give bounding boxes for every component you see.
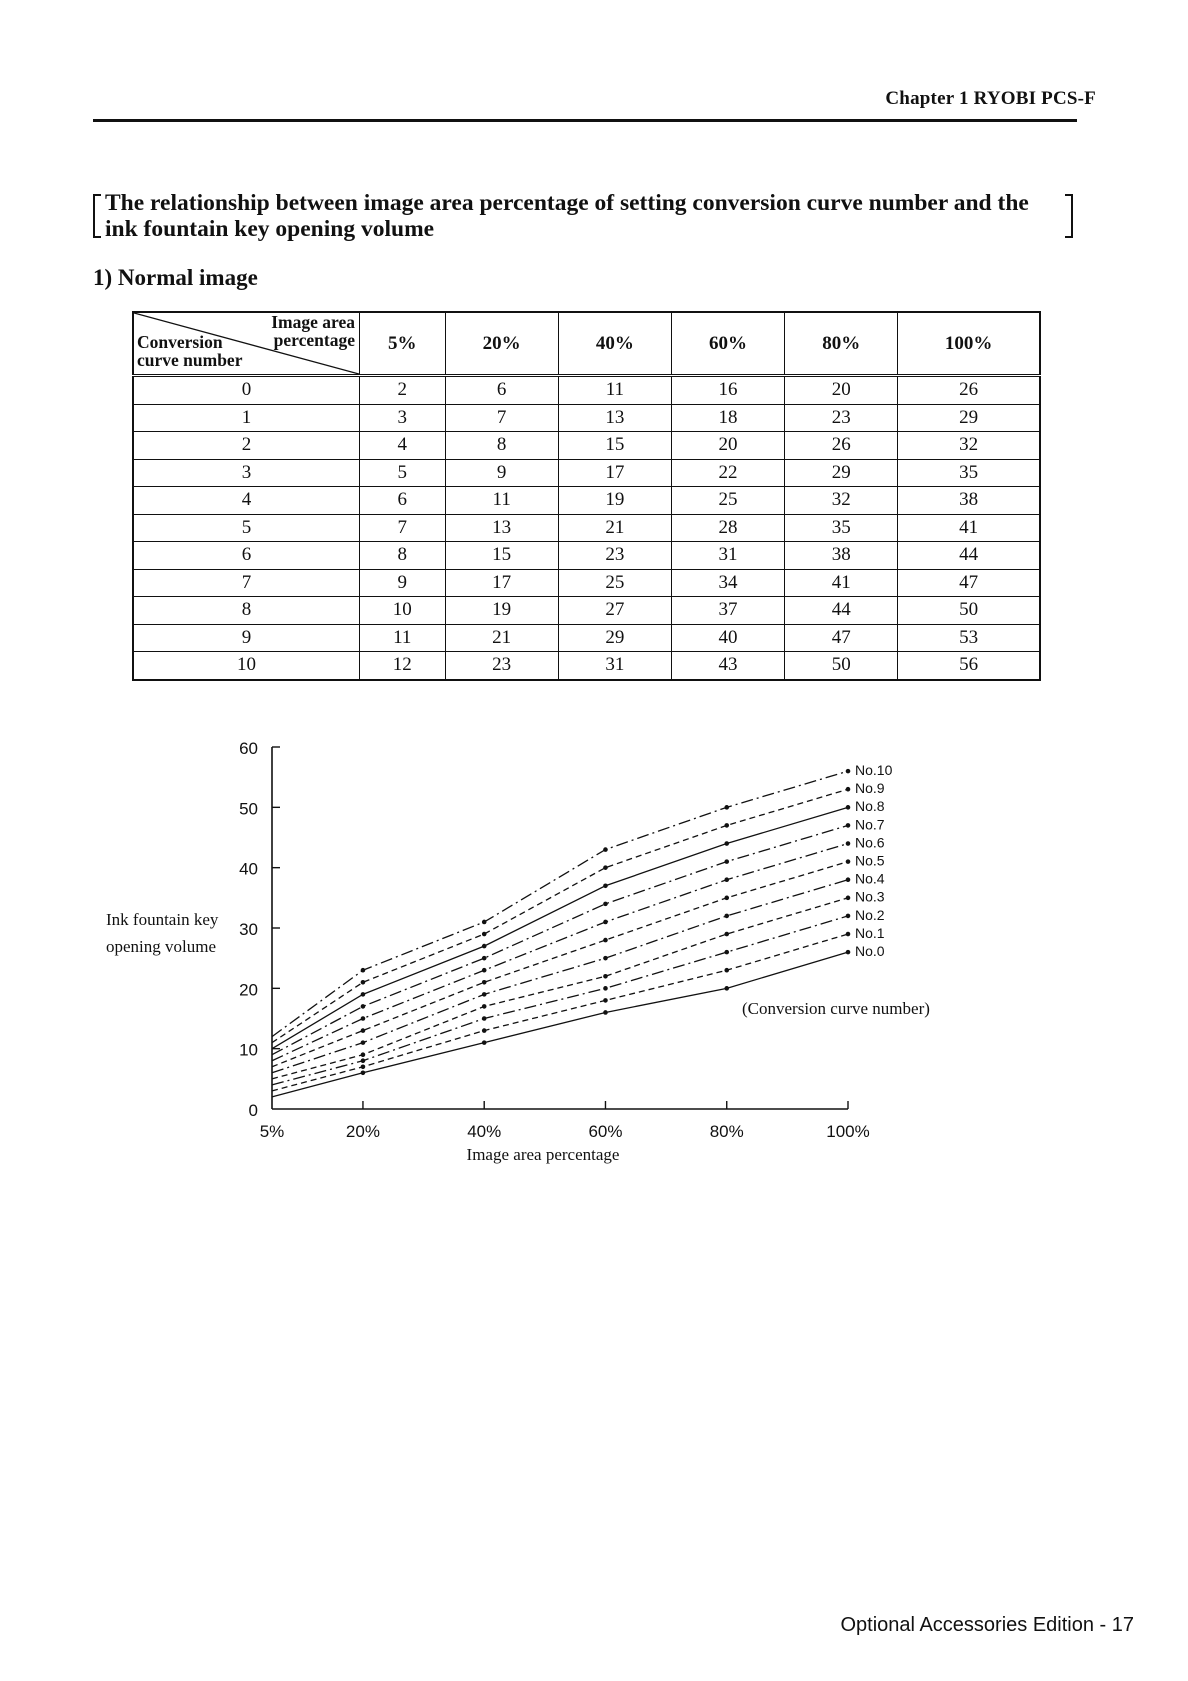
x-tick-label: 40% (467, 1122, 502, 1141)
table-cell: 11 (360, 624, 446, 652)
legend-label: No.1 (855, 924, 885, 941)
data-point (724, 968, 729, 973)
data-point (482, 944, 487, 949)
table-cell: 2 (360, 376, 446, 405)
table-cell: 47 (785, 624, 898, 652)
table-cell: 23 (785, 404, 898, 432)
data-point (361, 980, 366, 985)
data-point (603, 974, 608, 979)
table-cell: 3 (360, 404, 446, 432)
data-point (603, 998, 608, 1003)
table-cell: 19 (558, 487, 671, 515)
table-cell: 21 (558, 514, 671, 542)
data-point (724, 877, 729, 882)
subheading: 1) Normal image (93, 265, 258, 290)
curve-number-cell: 6 (133, 542, 360, 570)
y-tick-label: 0 (248, 1101, 258, 1120)
data-point (482, 992, 487, 997)
table-cell: 41 (785, 569, 898, 597)
table-cell: 13 (445, 514, 558, 542)
data-point (482, 920, 487, 925)
table-cell: 6 (360, 487, 446, 515)
data-point (724, 914, 729, 919)
data-point (482, 1004, 487, 1009)
curve-number-cell: 4 (133, 487, 360, 515)
data-point (361, 992, 366, 997)
data-point (724, 950, 729, 955)
data-point (482, 1016, 487, 1021)
table-cell: 8 (360, 542, 446, 570)
table-cell: 23 (445, 652, 558, 680)
table-cell: 28 (671, 514, 784, 542)
legend-label: No.3 (855, 888, 885, 905)
data-point (482, 1028, 487, 1033)
legend-label: No.2 (855, 906, 885, 923)
data-point (361, 1058, 366, 1063)
table-cell: 8 (445, 432, 558, 460)
table-cell: 15 (558, 432, 671, 460)
curve-number-cell: 10 (133, 652, 360, 680)
curve-number-cell: 5 (133, 514, 360, 542)
legend-label: No.4 (855, 870, 885, 887)
data-point (846, 932, 851, 937)
table-cell: 12 (360, 652, 446, 680)
table-cell: 5 (360, 459, 446, 487)
data-point (846, 769, 851, 774)
y-tick-label: 10 (239, 1040, 258, 1060)
data-point (846, 841, 851, 846)
table-cell: 50 (785, 652, 898, 680)
table-cell: 9 (445, 459, 558, 487)
data-point (603, 920, 608, 925)
data-point (846, 877, 851, 882)
data-point (482, 968, 487, 973)
x-tick-label: 5% (259, 1122, 285, 1141)
table-cell: 38 (785, 542, 898, 570)
data-point (603, 1010, 608, 1015)
table-cell: 32 (898, 432, 1040, 460)
table-cell: 15 (445, 542, 558, 570)
column-header: 40% (558, 312, 671, 376)
data-point (482, 956, 487, 961)
table-cell: 13 (558, 404, 671, 432)
table-cell: 17 (558, 459, 671, 487)
table-cell: 29 (898, 404, 1040, 432)
data-point (482, 980, 487, 985)
data-point (603, 902, 608, 907)
table-cell: 25 (558, 569, 671, 597)
data-point (603, 986, 608, 991)
table-cell: 29 (558, 624, 671, 652)
legend-label: No.6 (855, 834, 885, 851)
data-point (361, 968, 366, 973)
data-point (724, 896, 729, 901)
x-tick-label: 60% (588, 1122, 623, 1141)
x-tick-label: 100% (826, 1122, 870, 1141)
page-footer: Optional Accessories Edition - 17 (840, 1614, 1134, 1636)
legend-label: No.5 (855, 852, 885, 869)
table-cell: 20 (671, 432, 784, 460)
table-cell: 56 (898, 652, 1040, 680)
table-cell: 17 (445, 569, 558, 597)
table-cell: 43 (671, 652, 784, 680)
table-cell: 22 (671, 459, 784, 487)
y-tick-label: 40 (239, 859, 258, 879)
table-cell: 16 (671, 376, 784, 405)
table-cell: 11 (445, 487, 558, 515)
table-cell: 29 (785, 459, 898, 487)
table-cell: 26 (785, 432, 898, 460)
curve-number-cell: 0 (133, 376, 360, 405)
data-point (846, 950, 851, 955)
table-cell: 44 (898, 542, 1040, 570)
table-cell: 25 (671, 487, 784, 515)
table-cell: 37 (671, 597, 784, 625)
table-cell: 18 (671, 404, 784, 432)
data-point (724, 841, 729, 846)
legend-label: No.10 (855, 762, 893, 778)
table-cell: 32 (785, 487, 898, 515)
table-cell: 53 (898, 624, 1040, 652)
data-point (846, 896, 851, 901)
table-cell: 40 (671, 624, 784, 652)
y-tick-label: 30 (239, 920, 258, 939)
table-cell: 50 (898, 597, 1040, 625)
y-axis-title: Ink fountain key (106, 910, 219, 929)
y-tick-label: 20 (239, 980, 258, 1000)
column-header: 80% (785, 312, 898, 376)
series-line (272, 862, 848, 1067)
table-cell: 7 (445, 404, 558, 432)
table-cell: 20 (785, 376, 898, 405)
y-tick-label: 60 (239, 739, 258, 758)
table-cell: 47 (898, 569, 1040, 597)
table-cell: 35 (898, 459, 1040, 487)
series-line (272, 898, 848, 1079)
data-point (482, 932, 487, 937)
data-point (724, 986, 729, 991)
y-tick-label: 50 (239, 799, 258, 819)
table-cell: 9 (360, 569, 446, 597)
curve-number-cell: 7 (133, 569, 360, 597)
data-point (724, 823, 729, 828)
data-point (482, 1040, 487, 1045)
legend-title: (Conversion curve number) (742, 999, 930, 1018)
legend-label: No.9 (855, 780, 885, 797)
curve-number-cell: 3 (133, 459, 360, 487)
data-point (361, 1004, 366, 1009)
legend-label: No.8 (855, 798, 885, 815)
table-cell: 34 (671, 569, 784, 597)
legend-label: No.7 (855, 816, 885, 833)
data-point (603, 938, 608, 943)
heading-line-2: ink fountain key opening volume (105, 216, 435, 242)
table-cell: 7 (360, 514, 446, 542)
table-cell: 35 (785, 514, 898, 542)
table-cell: 26 (898, 376, 1040, 405)
x-axis-title: Image area percentage (466, 1145, 620, 1164)
table-cell: 10 (360, 597, 446, 625)
data-point (361, 1064, 366, 1069)
heading-line-1: The relationship between image area percentage of setting conversion curve number and the (105, 190, 1029, 216)
column-header: 5% (360, 312, 446, 376)
column-header: 100% (898, 312, 1040, 376)
data-point (603, 956, 608, 961)
data-point (361, 1016, 366, 1021)
table-cell: 23 (558, 542, 671, 570)
curve-number-cell: 1 (133, 404, 360, 432)
data-point (603, 865, 608, 870)
x-tick-label: 20% (345, 1122, 380, 1141)
curve-number-cell: 9 (133, 624, 360, 652)
data-point (361, 1028, 366, 1033)
table-cell: 41 (898, 514, 1040, 542)
x-tick-label: 80% (709, 1122, 744, 1141)
legend-label: No.0 (855, 943, 885, 959)
data-point (724, 859, 729, 864)
data-point (361, 1040, 366, 1045)
data-point (361, 1052, 366, 1057)
data-point (846, 859, 851, 864)
table-cell: 4 (360, 432, 446, 460)
column-header: 60% (671, 312, 784, 376)
corner-bottom-label: Conversion curve number (137, 332, 243, 370)
curve-number-cell: 2 (133, 432, 360, 460)
corner-top-label: Image area percentage (271, 312, 355, 350)
y-axis-title: opening volume (106, 937, 217, 956)
data-point (846, 823, 851, 828)
data-point (846, 914, 851, 919)
data-point (603, 847, 608, 852)
column-header: 20% (445, 312, 558, 376)
table-cell: 27 (558, 597, 671, 625)
data-point (846, 805, 851, 810)
data-point (361, 1071, 366, 1076)
table-cell: 6 (445, 376, 558, 405)
data-point (603, 883, 608, 888)
table-cell: 31 (558, 652, 671, 680)
curve-number-cell: 8 (133, 597, 360, 625)
table-cell: 44 (785, 597, 898, 625)
table-cell: 19 (445, 597, 558, 625)
chapter-header: Chapter 1 RYOBI PCS-F (885, 88, 1096, 109)
table-cell: 21 (445, 624, 558, 652)
data-point (846, 787, 851, 792)
table-cell: 31 (671, 542, 784, 570)
data-point (724, 932, 729, 937)
table-cell: 38 (898, 487, 1040, 515)
series-line (272, 952, 848, 1097)
data-point (724, 805, 729, 810)
table-cell: 11 (558, 376, 671, 405)
